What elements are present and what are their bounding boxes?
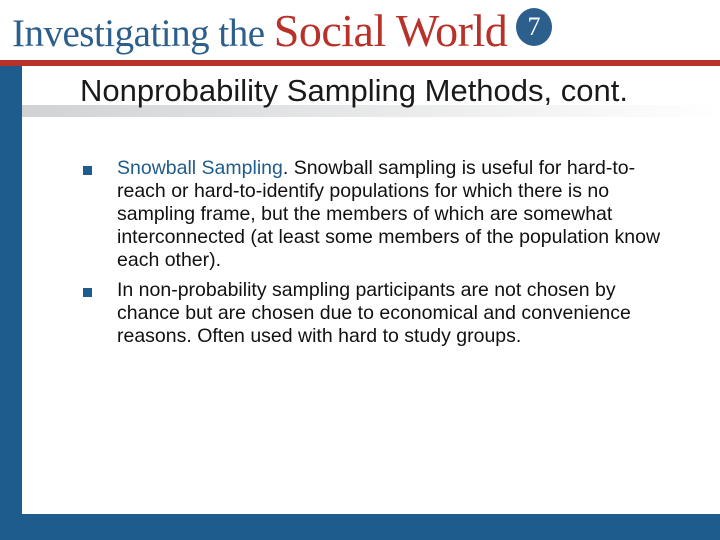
book-title-logo bbox=[12, 4, 507, 57]
brand-part2: Social World bbox=[273, 5, 508, 56]
square-bullet-icon bbox=[83, 166, 92, 175]
bullet-text: In non-probability sampling participants are not chosen by chance but are chosen due to economical and convenience reasons. Often used with hard to study groups. bbox=[117, 279, 631, 347]
square-bullet-icon bbox=[83, 288, 92, 297]
list-item bbox=[80, 157, 680, 272]
brand-part1: Investigating the bbox=[12, 12, 274, 55]
header-banner bbox=[0, 0, 720, 62]
bullet-text: . Snowball sampling is useful for hard-to-reach or hard-to-identify populations for which there is no sampling frame, but the members of which are somewhat interconnected (at least some members of the population know each other). bbox=[117, 157, 661, 271]
edition-badge: 7 bbox=[516, 8, 552, 46]
bullet-term: Snowball Sampling bbox=[117, 157, 283, 179]
bullet-list bbox=[80, 157, 680, 355]
slide-title: Nonprobability Sampling Methods, cont. bbox=[80, 73, 628, 108]
list-item bbox=[80, 279, 680, 348]
